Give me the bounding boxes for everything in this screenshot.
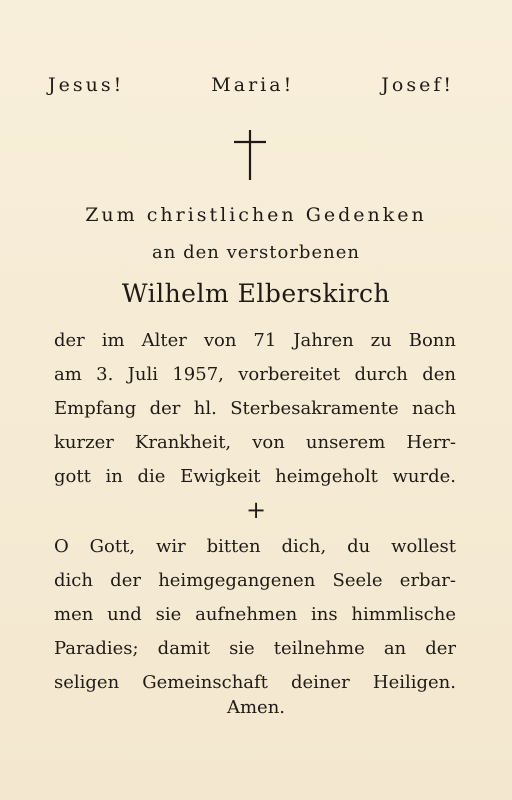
- prayer-line: Paradies; damit sie teilnehme an der: [54, 638, 456, 659]
- prayer-line: dich der heimgegangenen Seele erbar-: [54, 570, 456, 591]
- invocation-maria: Maria!: [211, 74, 295, 96]
- biography-line: am 3. Juli 1957, vorbereitet durch den: [54, 364, 456, 385]
- cross-icon: [232, 128, 268, 182]
- heading-line-2: an den verstorbenen: [152, 242, 360, 263]
- biography-line: der im Alter von 71 Jahren zu Bonn: [54, 330, 456, 351]
- invocation-josef: Josef!: [381, 74, 454, 96]
- biography-paragraph: [54, 324, 456, 494]
- deceased-name: Wilhelm Elberskirch: [121, 279, 391, 308]
- biography-line: kurzer Krankheit, von unserem Herr-: [54, 432, 456, 453]
- biography-line: Empfang der hl. Sterbesakramente nach: [54, 398, 456, 419]
- prayer-line: seligen Gemeinschaft deiner Heiligen.: [54, 672, 456, 693]
- invocation-line: [48, 74, 454, 96]
- invocation-jesus: Jesus!: [48, 74, 125, 96]
- prayer-line: O Gott, wir bitten dich, du wollest: [54, 536, 456, 557]
- biography-line: gott in die Ewigkeit heimgeholt wurde.: [54, 466, 456, 487]
- heading-line-1: Zum christlichen Gedenken: [85, 204, 427, 226]
- prayer-closing: Amen.: [226, 697, 286, 718]
- prayer-line: men und sie aufnehmen ins himmlische: [54, 604, 456, 625]
- divider-cross: +: [245, 496, 267, 524]
- prayer-paragraph: [54, 530, 456, 700]
